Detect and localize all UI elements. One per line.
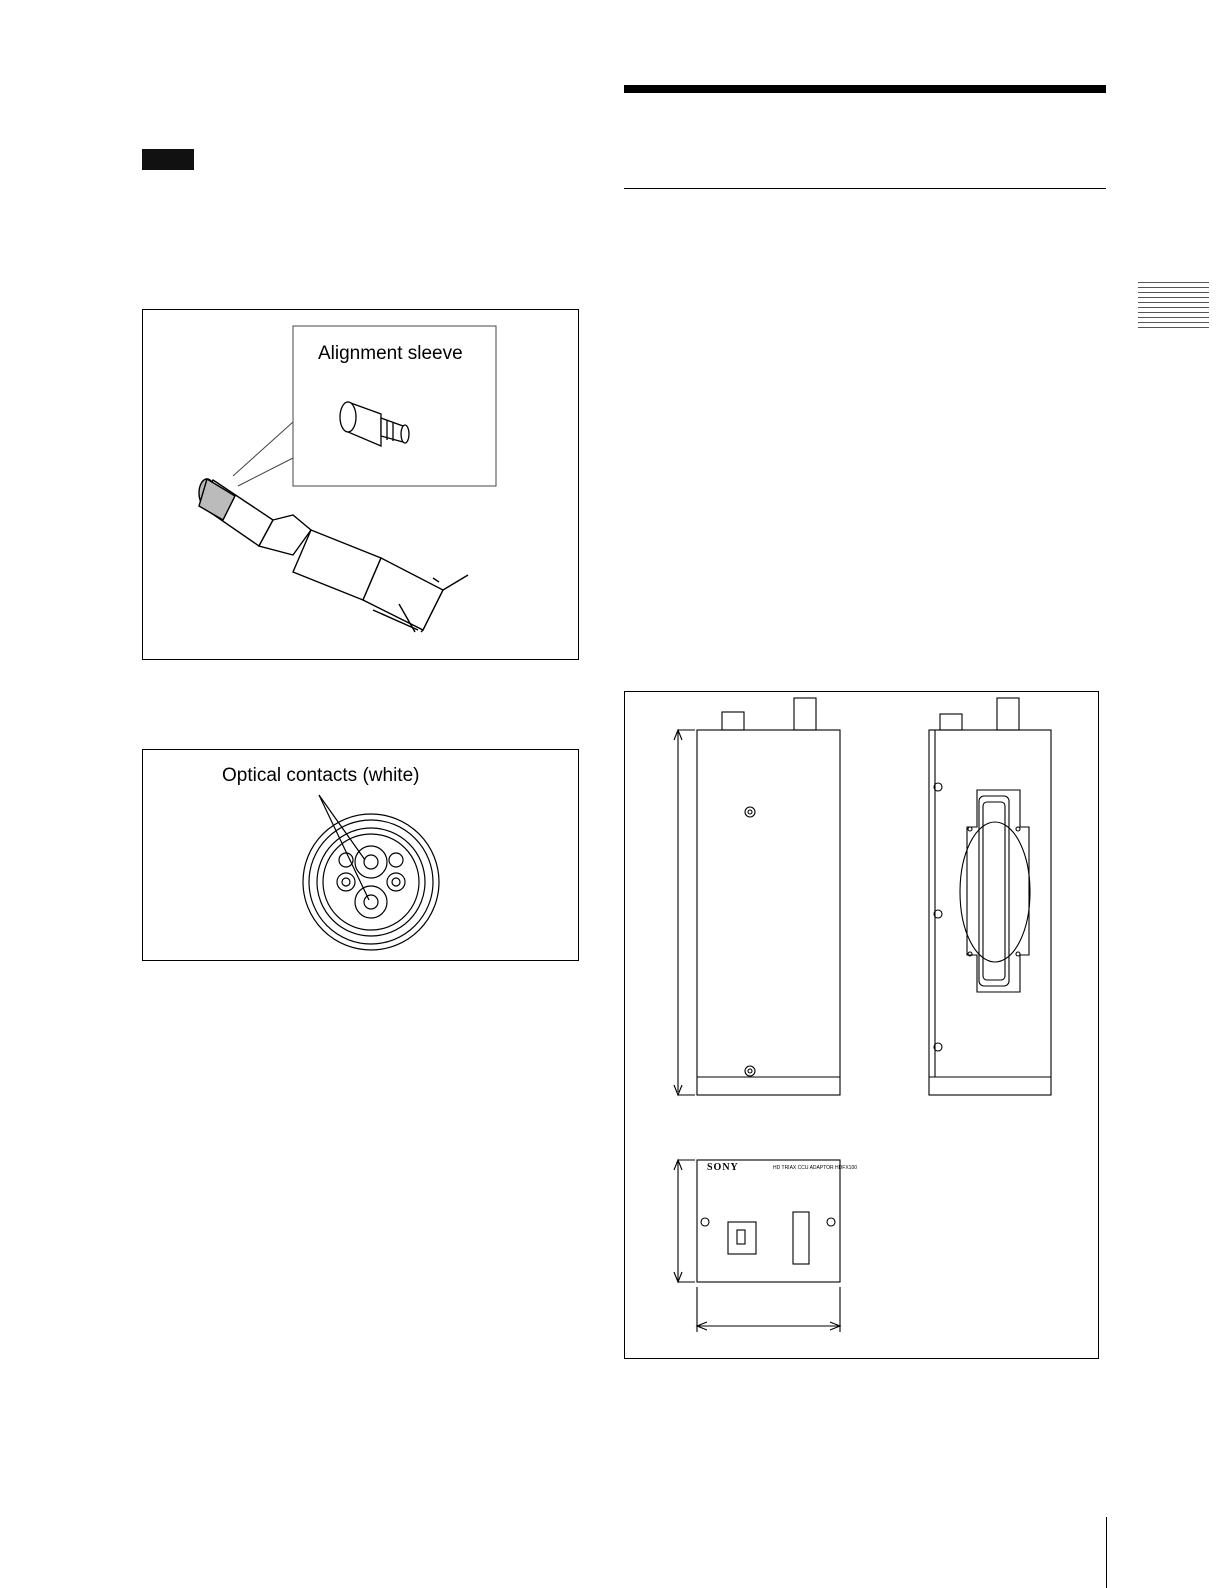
section-heading-rule xyxy=(624,85,1106,93)
page-number-rule xyxy=(1106,1517,1107,1588)
dimensions-figure xyxy=(624,691,1099,1359)
optical-contacts-label: Optical contacts (white) xyxy=(222,765,420,786)
brand-label: SONY xyxy=(707,1162,739,1173)
alignment-sleeve-figure xyxy=(142,309,579,660)
model-label: HD TRIAX CCU ADAPTOR HDFX100 xyxy=(773,1165,858,1171)
subsection-rule xyxy=(624,188,1106,189)
optical-contacts-figure xyxy=(142,749,579,961)
note-badge xyxy=(142,149,194,170)
adaptor-dimension-drawing xyxy=(625,692,1098,1358)
alignment-sleeve-label: Alignment sleeve xyxy=(318,343,463,364)
chapter-tab xyxy=(1138,282,1209,334)
